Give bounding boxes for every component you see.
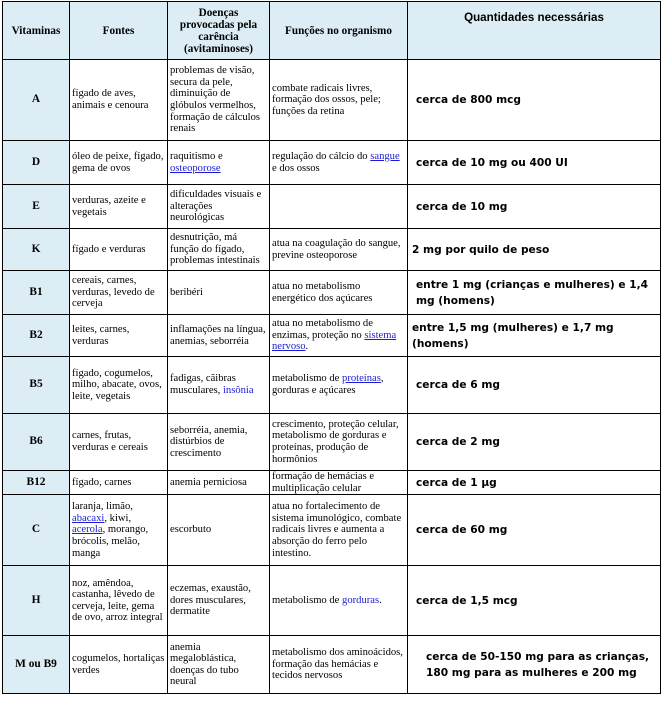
sources-cell: verduras, azeite e vegetais xyxy=(70,185,168,229)
deficiency-cell: anemia megaloblástica, doenças do tubo neural xyxy=(168,636,270,694)
functions-text: metabolismo de xyxy=(272,373,340,385)
header-doencas: Doenças provocadas pela carência (avitaminoses) xyxy=(168,2,270,60)
vitamin-name: K xyxy=(3,229,70,271)
table-row-a xyxy=(3,60,661,141)
quantity-cell: 2 mg por quilo de peso xyxy=(408,229,661,271)
deficiency-cell: desnutrição, má função do fígado, problemas intestinais xyxy=(168,229,270,271)
table-row-b12 xyxy=(3,471,661,495)
sources-cell: fígado, cogumelos, milho, abacate, ovos, leite, vegetais xyxy=(70,357,168,414)
table-row-k xyxy=(3,229,661,271)
link-insonia[interactable]: insônia xyxy=(222,385,254,396)
functions-cell xyxy=(270,315,408,357)
vitamin-name: B6 xyxy=(3,414,70,471)
link-proteinas[interactable]: proteínas xyxy=(342,373,381,385)
sources-cell xyxy=(70,495,168,566)
quantity-cell: cerca de 60 mg xyxy=(408,495,661,566)
vitamin-name: C xyxy=(3,495,70,566)
link-acerola[interactable]: acerola xyxy=(72,524,103,536)
sources-cell: fígado, carnes xyxy=(70,471,168,495)
deficiency-cell: seborréia, anemia, distúrbios de crescimento xyxy=(168,414,270,471)
deficiency-cell xyxy=(168,357,270,414)
vitamin-name: H xyxy=(3,566,70,636)
vitamin-name: B1 xyxy=(3,271,70,315)
sources-text-end: , morango, brócolis, melão, manga xyxy=(72,524,149,559)
header-vitaminas: Vitaminas xyxy=(3,2,70,60)
sources-cell: leites, carnes, verduras xyxy=(70,315,168,357)
table-row-b5 xyxy=(3,357,661,414)
quantity-cell: cerca de 1,5 mcg xyxy=(408,566,661,636)
table-row-e xyxy=(3,185,661,229)
sources-cell: fígado de aves, animais e cenoura xyxy=(70,60,168,141)
deficiency-cell xyxy=(168,141,270,185)
functions-cell: formação de hemácias e multiplicação celular xyxy=(270,471,408,495)
functions-text: atua no metabolismo de enzimas, proteção no xyxy=(272,318,373,341)
table-row-b6 xyxy=(3,414,661,471)
quantity-cell: entre 1,5 mg (mulheres) e 1,7 mg (homens) xyxy=(408,315,661,357)
deficiency-cell: dificuldades visuais e alterações neurológicas xyxy=(168,185,270,229)
header-quantidades: Quantidades necessárias xyxy=(408,2,661,60)
deficiency-cell: inflamações na língua, anemias, seborréia xyxy=(168,315,270,357)
table-row-b2 xyxy=(3,315,661,357)
functions-cell xyxy=(270,141,408,185)
deficiency-cell: eczemas, exaustão, dores musculares, dermatite xyxy=(168,566,270,636)
link-abacaxi[interactable]: abacaxi xyxy=(72,512,105,524)
sources-cell: óleo de peixe, fígado, gema de ovos xyxy=(70,141,168,185)
deficiency-cell: beribéri xyxy=(168,271,270,315)
header-funcoes: Funções no organismo xyxy=(270,2,408,60)
header-fontes: Fontes xyxy=(70,2,168,60)
deficiency-text: raquitismo e xyxy=(170,150,223,162)
vitamin-name: B2 xyxy=(3,315,70,357)
deficiency-cell: problemas de visão, secura da pele, diminuição de glóbulos vermelhos, formação de cálculos renais xyxy=(168,60,270,141)
deficiency-text: fadigas, cãibras musculares, xyxy=(170,373,236,396)
functions-cell: combate radicais livres, formação dos ossos, pele; funções da retina xyxy=(270,60,408,141)
table-row-h xyxy=(3,566,661,636)
quantity-cell: cerca de 10 mg xyxy=(408,185,661,229)
quantity-cell: cerca de 50-150 mg para as crianças, 180 mg para as mulheres e 200 mg xyxy=(408,636,661,694)
functions-text-end: , gorduras e açúcares xyxy=(272,373,384,396)
vitamin-name: D xyxy=(3,141,70,185)
quantity-cell: cerca de 10 mg ou 400 UI xyxy=(408,141,661,185)
table-row-m-b9 xyxy=(3,636,661,694)
sources-cell: noz, amêndoa, castanha, lêvedo de cerveja, leite, gema de ovo, arroz integral xyxy=(70,566,168,636)
sources-cell: carnes, frutas, verduras e cereais xyxy=(70,414,168,471)
link-sangue[interactable]: sangue xyxy=(370,150,400,162)
functions-cell xyxy=(270,566,408,636)
functions-text-end: . xyxy=(379,594,382,606)
functions-cell: crescimento, proteção celular, metabolismo de gorduras e proteínas, produção de hormônios xyxy=(270,414,408,471)
table-row-b1 xyxy=(3,271,661,315)
quantity-cell: entre 1 mg (crianças e mulheres) e 1,4 mg (homens) xyxy=(408,271,661,315)
quantity-cell: cerca de 6 mg xyxy=(408,357,661,414)
vitamin-name: E xyxy=(3,185,70,229)
link-osteoporose[interactable]: osteoporose xyxy=(170,162,221,174)
functions-text: metabolismo de xyxy=(272,594,340,606)
functions-cell xyxy=(270,357,408,414)
vitamin-name: B5 xyxy=(3,357,70,414)
quantity-cell: cerca de 1 µg xyxy=(408,471,661,495)
sources-cell: cogumelos, hortaliças verdes xyxy=(70,636,168,694)
sources-text-mid: , kiwi, xyxy=(104,512,132,524)
functions-text-end: e dos ossos xyxy=(272,162,320,174)
sources-text: laranja, limão, xyxy=(72,501,133,513)
sources-cell: cereais, carnes, verduras, levedo de cerveja xyxy=(70,271,168,315)
functions-text-end: . xyxy=(305,341,309,353)
vitamins-table xyxy=(2,1,661,694)
vitamin-name: M ou B9 xyxy=(3,636,70,694)
header-row xyxy=(3,2,661,60)
deficiency-cell: anemia perniciosa xyxy=(168,471,270,495)
vitamin-name: A xyxy=(3,60,70,141)
link-gorduras[interactable]: gorduras xyxy=(342,594,380,606)
functions-cell: atua no metabolismo energético dos açúcares xyxy=(270,271,408,315)
link-sistema-nervoso[interactable]: sistema nervoso xyxy=(272,329,397,353)
functions-cell: atua na coagulação do sangue, previne osteoporose xyxy=(270,229,408,271)
functions-cell: atua no fortalecimento de sistema imunológico, combate radicais livres e aumenta a absorção do ferro pelo intestino. xyxy=(270,495,408,566)
vitamin-name: B12 xyxy=(3,471,70,495)
functions-cell: metabolismo dos aminoácidos, formação das hemácias e tecidos nervosos xyxy=(270,636,408,694)
table-row-d xyxy=(3,141,661,185)
deficiency-cell: escorbuto xyxy=(168,495,270,566)
table-row-c xyxy=(3,495,661,566)
functions-text: regulação do cálcio do xyxy=(272,150,368,162)
quantity-cell: cerca de 2 mg xyxy=(408,414,661,471)
sources-cell: fígado e verduras xyxy=(70,229,168,271)
functions-cell xyxy=(270,185,408,229)
quantity-cell: cerca de 800 mcg xyxy=(408,60,661,141)
